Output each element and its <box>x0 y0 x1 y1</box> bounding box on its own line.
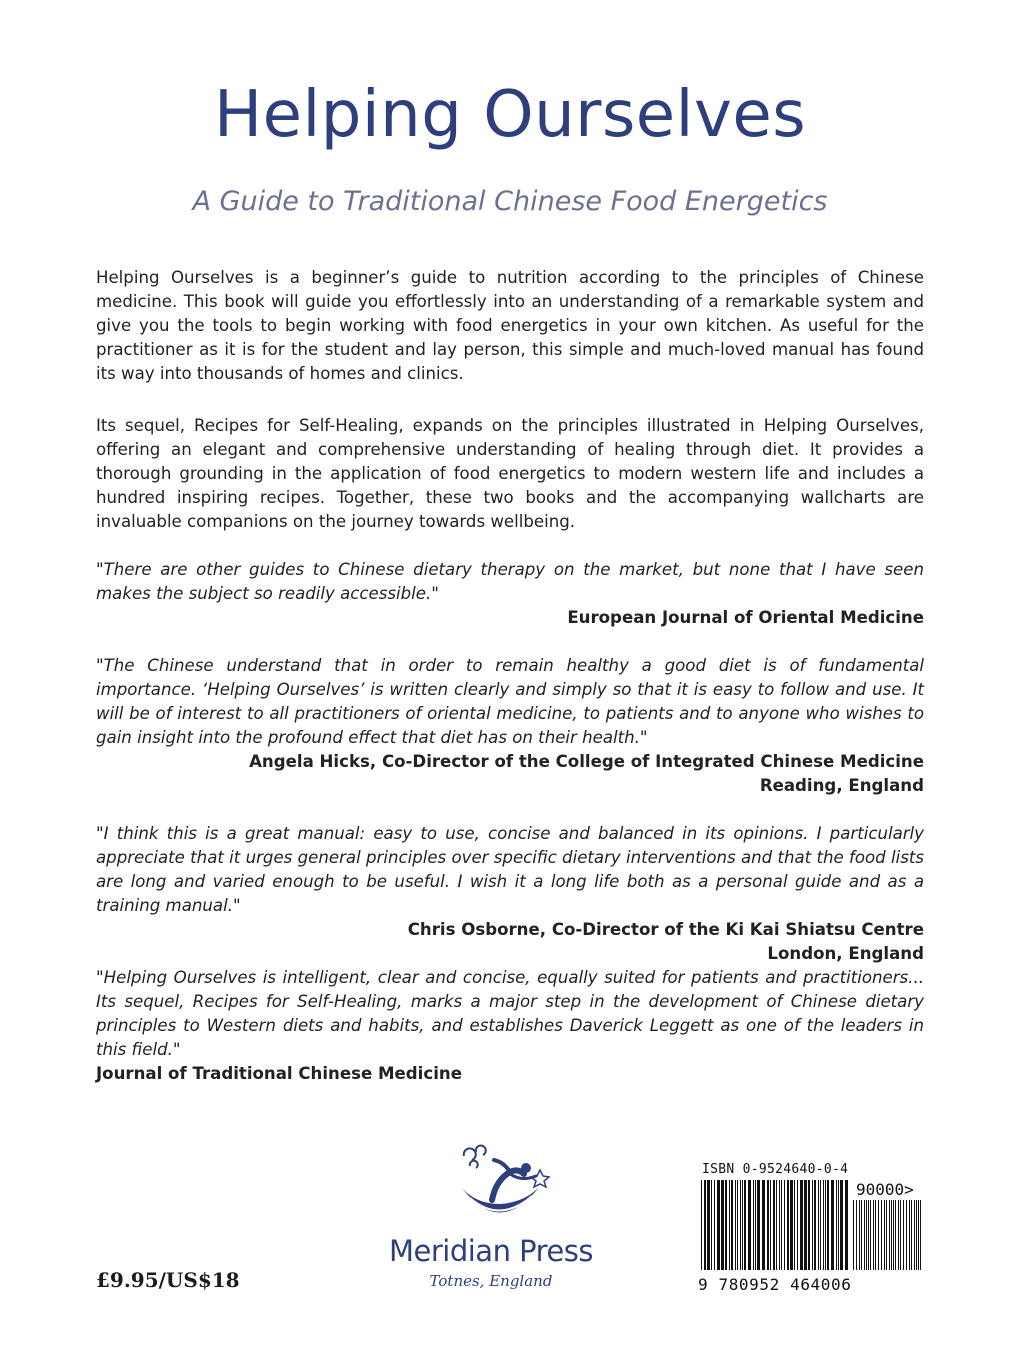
quote-attribution-location: London, England <box>767 944 924 963</box>
barcode-bar <box>729 1180 730 1270</box>
barcode-bar <box>859 1200 860 1270</box>
barcode-bar <box>836 1180 837 1270</box>
barcode-bar <box>717 1180 720 1270</box>
barcode-bar <box>800 1180 803 1270</box>
barcode-bar <box>898 1200 899 1270</box>
barcode-bar <box>873 1200 874 1270</box>
quote-text: "The Chinese understand that in order to remain healthy a good diet is of fundamental importance. ‘Helping Ourselves’ is written clearly and simply so that it is easy to follow and use. It will be of interest to all practitioners of oriental medicine, to patients and to anyone who wishes to gain insight into the profound effect that diet has on their health." <box>96 656 924 747</box>
barcode-bar <box>735 1180 736 1270</box>
isbn-label: ISBN 0-9524640-0-4 <box>702 1162 849 1177</box>
addon-barcode <box>852 1200 924 1270</box>
barcode-bar <box>884 1200 885 1270</box>
review-quote-4 <box>96 966 924 1086</box>
barcode-bar <box>731 1180 733 1270</box>
barcode-bar <box>781 1180 782 1270</box>
barcode-bar <box>762 1180 765 1270</box>
barcode-bar <box>784 1180 785 1270</box>
barcode-bar <box>725 1180 727 1270</box>
barcode-bar <box>753 1180 754 1270</box>
publisher-logo-icon <box>440 1140 560 1240</box>
barcode-bar <box>845 1180 848 1270</box>
barcode-bar <box>779 1180 780 1270</box>
barcode-bar <box>714 1180 715 1270</box>
barcode-bar <box>827 1180 829 1270</box>
barcode-bar <box>742 1180 743 1270</box>
quote-attribution-location: Reading, England <box>759 776 924 795</box>
quote-attribution: Chris Osborne, Co-Director of the Ki Kai Shiatsu Centre <box>407 920 924 939</box>
description-paragraph-1 <box>96 266 924 386</box>
barcode-bar <box>889 1200 890 1270</box>
barcode-bar <box>797 1180 798 1270</box>
barcode-bar <box>918 1200 919 1270</box>
barcode-bar <box>812 1180 813 1270</box>
quote-attribution: European Journal of Oriental Medicine <box>567 608 924 627</box>
ean-barcode <box>700 1180 848 1270</box>
publisher-place: Totnes, England <box>429 1272 553 1290</box>
barcode-bar <box>891 1200 892 1270</box>
barcode-bar <box>773 1180 775 1270</box>
barcode-bar <box>840 1180 843 1270</box>
barcode-bar <box>740 1180 741 1270</box>
barcode-bar <box>704 1180 706 1270</box>
barcode-bar <box>794 1180 795 1270</box>
barcode-bar <box>870 1200 871 1270</box>
barcode-bar <box>881 1200 882 1270</box>
barcode-bar <box>767 1180 769 1270</box>
barcode-bar <box>853 1200 854 1270</box>
quote-text: "Helping Ourselves is intelligent, clear and concise, equally suited for patients and practitioners... Its sequel, Recipes for Self-Healing, marks a major step in the development of Chinese dietary principles to Western diets and habits, and establishes Daverick Leggett as one of the leaders in this field." <box>96 968 924 1059</box>
barcode-bar <box>911 1200 912 1270</box>
ean-digits: 9 780952 464006 <box>698 1275 852 1294</box>
barcode-bar <box>868 1200 869 1270</box>
review-quote-2 <box>96 654 924 798</box>
quote-attribution: Angela Hicks, Co-Director of the College of Integrated Chinese Medicine <box>249 752 924 771</box>
barcode-bar <box>878 1200 879 1270</box>
publisher-name: Meridian Press <box>388 1234 593 1268</box>
barcode-bar <box>861 1200 862 1270</box>
barcode-bar <box>893 1200 894 1270</box>
barcode-bar <box>755 1180 756 1270</box>
paragraph-text: Its sequel, Recipes for Self-Healing, expands on the principles illustrated in Helping Ourselves, offering an elegant and comprehensive understanding of healing through diet. It provides a thorough grounding in the application of food energetics to modern western life and includes a hundred inspiring recipes. Together, these two books and the accompanying wallcharts are invaluable companions on the journey towards wellbeing. <box>96 416 924 531</box>
review-quote-3 <box>96 822 924 966</box>
barcode-bar <box>920 1200 921 1270</box>
barcode-bar <box>770 1180 771 1270</box>
barcode-bar <box>814 1180 816 1270</box>
barcode-bar <box>916 1200 917 1270</box>
barcode-bar <box>823 1180 824 1270</box>
barcode-bar <box>701 1180 702 1270</box>
paragraph-text: Helping Ourselves is a beginner’s guide to nutrition according to the principles of Chinese medicine. This book will guide you effortlessly into an understanding of a remarkable system and give you the tools to begin working with food energetics in your own kitchen. As useful for the practitioner as it is for the student and lay person, this simple and much-loved manual has found its way into thousands of homes and clinics. <box>96 268 924 383</box>
barcode-bar <box>744 1180 746 1270</box>
barcode-bar <box>838 1180 839 1270</box>
price-label: £9.95/US$18 <box>96 1268 240 1292</box>
barcode-bar <box>776 1180 777 1270</box>
description-paragraph-2 <box>96 414 924 534</box>
barcode-bar <box>866 1200 867 1270</box>
barcode-bar <box>748 1180 751 1270</box>
barcode-bar <box>909 1200 910 1270</box>
barcode-bar <box>737 1180 738 1270</box>
barcode-bar <box>721 1180 724 1270</box>
barcode-addon-digits: 90000> <box>856 1180 914 1199</box>
quote-text: "I think this is a great manual: easy to use, concise and balanced in its opinions. I particularly appreciate that it urges general principles over specific dietary interventions and that the food lists are long and varied enough to be useful. I wish it a long life both as a personal guide and as a training manual." <box>96 824 924 915</box>
barcode-bar <box>818 1180 819 1270</box>
barcode-bar <box>804 1180 807 1270</box>
barcode-bar <box>825 1180 826 1270</box>
barcode-bar <box>820 1180 821 1270</box>
barcode-bar <box>900 1200 901 1270</box>
barcode-bar <box>787 1180 789 1270</box>
quote-text: "There are other guides to Chinese dietary therapy on the market, but none that I have seen makes the subject so readily accessible." <box>96 560 924 603</box>
barcode-bar <box>895 1200 896 1270</box>
book-title: Helping Ourselves <box>213 78 807 152</box>
barcode-bar <box>864 1200 865 1270</box>
review-quote-1 <box>96 558 924 630</box>
barcode-bar <box>707 1180 710 1270</box>
barcode-bar <box>808 1180 810 1270</box>
barcode-bar <box>711 1180 712 1270</box>
quote-attribution: Journal of Traditional Chinese Medicine <box>96 1064 462 1083</box>
barcode-bar <box>875 1200 876 1270</box>
barcode-bar <box>903 1200 904 1270</box>
barcode-bar <box>831 1180 834 1270</box>
book-subtitle: A Guide to Traditional Chinese Food Energetics <box>192 186 828 217</box>
barcode-bar <box>856 1200 857 1270</box>
barcode-bar <box>906 1200 907 1270</box>
barcode-bar <box>757 1180 760 1270</box>
barcode-bar <box>790 1180 793 1270</box>
barcode-bar <box>886 1200 887 1270</box>
barcode-bar <box>914 1200 915 1270</box>
